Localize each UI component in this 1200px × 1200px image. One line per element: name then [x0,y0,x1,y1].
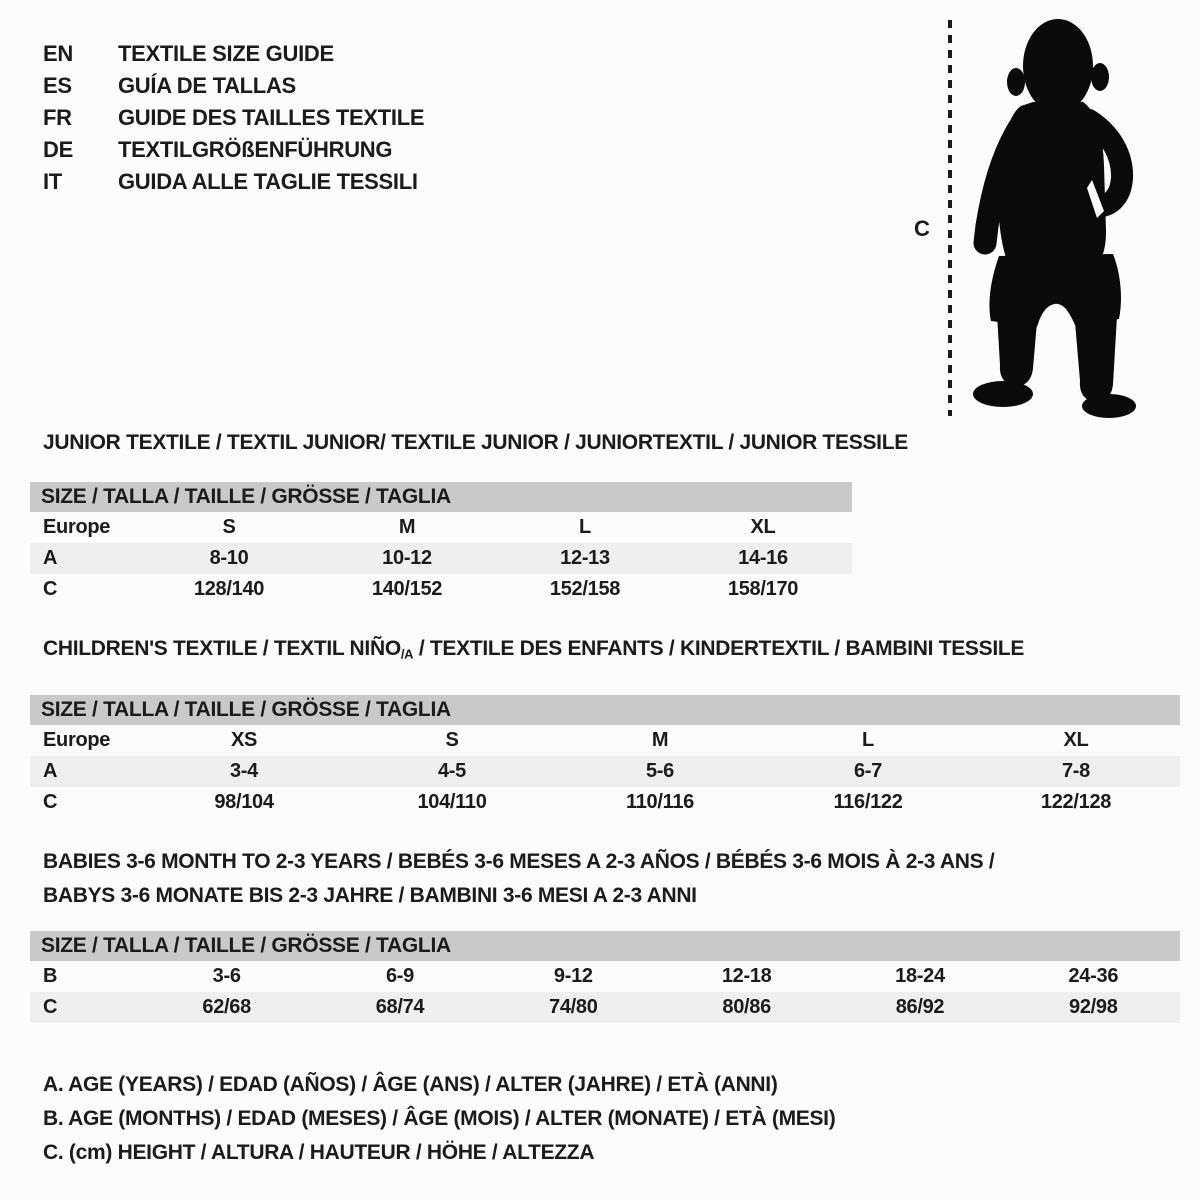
table-row [30,961,1180,992]
language-row-es [43,70,424,102]
table-cell: 14-16 [738,547,788,569]
size-header-band: SIZE / TALLA / TAILLE / GRÖSSE / TAGLIA [30,695,1180,725]
size-header-band: SIZE / TALLA / TAILLE / GRÖSSE / TAGLIA [30,931,1180,961]
table-cell: 92/98 [1069,996,1118,1018]
table-cell: 62/68 [202,996,251,1018]
table-cell: 4-5 [437,759,466,782]
table-cell: 3-4 [229,759,258,782]
babies-section-title-line1: BABIES 3-6 MONTH TO 2-3 YEARS / BEBÉS 3-6 MESES A 2-3 AÑOS / BÉBÉS 3-6 MOIS À 2-3 ANS / [43,850,995,873]
language-code: IT [43,169,62,194]
babies-size-table [30,931,1180,1023]
table-cell: 9-12 [553,965,593,987]
table-cell: 152/158 [549,578,621,600]
language-code: ES [43,73,72,98]
row-label: Europe [43,728,111,751]
junior-size-table [30,482,852,605]
guide-title: TEXTILE SIZE GUIDE [118,41,334,66]
row-label: C [43,790,58,813]
table-cell: 140/152 [371,578,443,600]
language-row-it [43,166,424,198]
language-row-de [43,134,424,166]
table-cell: 110/116 [626,790,694,813]
table-cell: 10-12 [382,547,432,569]
table-cell: 116/122 [833,790,903,813]
table-cell: M [651,728,669,751]
language-row-en [43,38,424,70]
table-row [30,756,1180,787]
table-cell: 3-6 [212,965,241,987]
table-cell: 98/104 [214,790,274,813]
table-row [30,512,852,543]
table-cell: 12-13 [560,547,610,569]
guide-title: GUIDA ALLE TAGLIE TESSILI [118,169,418,194]
row-label: A [43,759,58,782]
language-code: EN [43,41,73,66]
table-cell: 24-36 [1068,965,1119,987]
language-code: DE [43,137,73,162]
table-cell: 80/86 [722,996,771,1018]
table-row [30,543,852,574]
row-label: C [43,996,58,1018]
table-cell: 122/128 [1040,790,1112,813]
row-label: B [43,965,58,987]
table-cell: 18-24 [895,965,945,987]
footnote-a: A. AGE (YEARS) / EDAD (AÑOS) / ÂGE (ANS) / ALTER (JAHRE) / ETÀ (ANNI) [43,1073,778,1096]
childrens-textile-section [30,638,1180,818]
row-label: C [43,578,58,600]
row-label: A [43,547,58,569]
table-cell: XS [230,728,258,751]
table-cell: 104/110 [417,790,487,813]
table-cell: 74/80 [549,996,598,1018]
table-cell: 128/140 [193,578,265,600]
table-cell: 6-9 [385,965,414,987]
table-row [30,574,852,605]
table-cell: M [398,516,416,538]
guide-title: GUÍA DE TALLAS [118,73,296,98]
footnote-b: B. AGE (MONTHS) / EDAD (MESES) / ÂGE (MOIS) / ALTER (MONATE) / ETÀ (MESI) [43,1107,836,1130]
title-rest: / TEXTILE DES ENFANTS / KINDERTEXTIL / BAMBINI TESSILE [413,637,1025,660]
table-cell: 68/74 [375,996,425,1018]
guide-title: TEXTILGRÖßENFÜHRUNG [118,137,393,162]
footnote-legend [43,1068,835,1170]
table-row [30,992,1180,1023]
guide-title: GUIDE DES TAILLES TEXTILE [118,105,425,130]
table-cell: 6-7 [853,759,882,782]
height-measure-dashed-line [948,20,952,416]
footnote-c: C. (cm) HEIGHT / ALTURA / HAUTEUR / HÖHE / ALTEZZA [43,1141,595,1164]
language-row-fr [43,102,424,134]
table-cell: XL [750,516,776,538]
title-subscript: /A [400,646,414,662]
toddler-silhouette-icon [963,16,1148,420]
table-row [30,787,1180,818]
table-cell: 5-6 [645,759,674,782]
babies-section-title-line2: BABYS 3-6 MONATE BIS 2-3 JAHRE / BAMBINI 3-6 MESI A 2-3 ANNI [43,884,697,907]
junior-textile-section [30,431,908,605]
table-cell: 8-10 [209,547,249,569]
childrens-size-table [30,695,1180,818]
table-cell: 86/92 [895,996,945,1018]
table-cell: L [862,728,874,751]
table-cell: S [445,728,459,751]
language-code: FR [43,105,72,130]
table-cell: 12-18 [721,965,772,987]
height-measure-label: C [914,216,930,241]
table-cell: L [579,516,591,538]
language-title-list [43,38,424,198]
junior-section-title: JUNIOR TEXTILE / TEXTIL JUNIOR/ TEXTILE JUNIOR / JUNIORTEXTIL / JUNIOR TESSILE [43,431,908,454]
babies-textile-section [30,845,1180,1023]
row-label: Europe [43,516,111,538]
table-cell: 7-8 [1061,759,1090,782]
table-cell: XL [1063,728,1089,751]
table-cell: 158/170 [727,578,799,600]
childrens-section-title [43,638,1180,666]
title-main: CHILDREN'S TEXTILE / TEXTIL NIÑO [43,637,401,660]
table-cell: S [222,516,236,538]
table-row [30,725,1180,756]
size-header-band: SIZE / TALLA / TAILLE / GRÖSSE / TAGLIA [30,482,852,512]
